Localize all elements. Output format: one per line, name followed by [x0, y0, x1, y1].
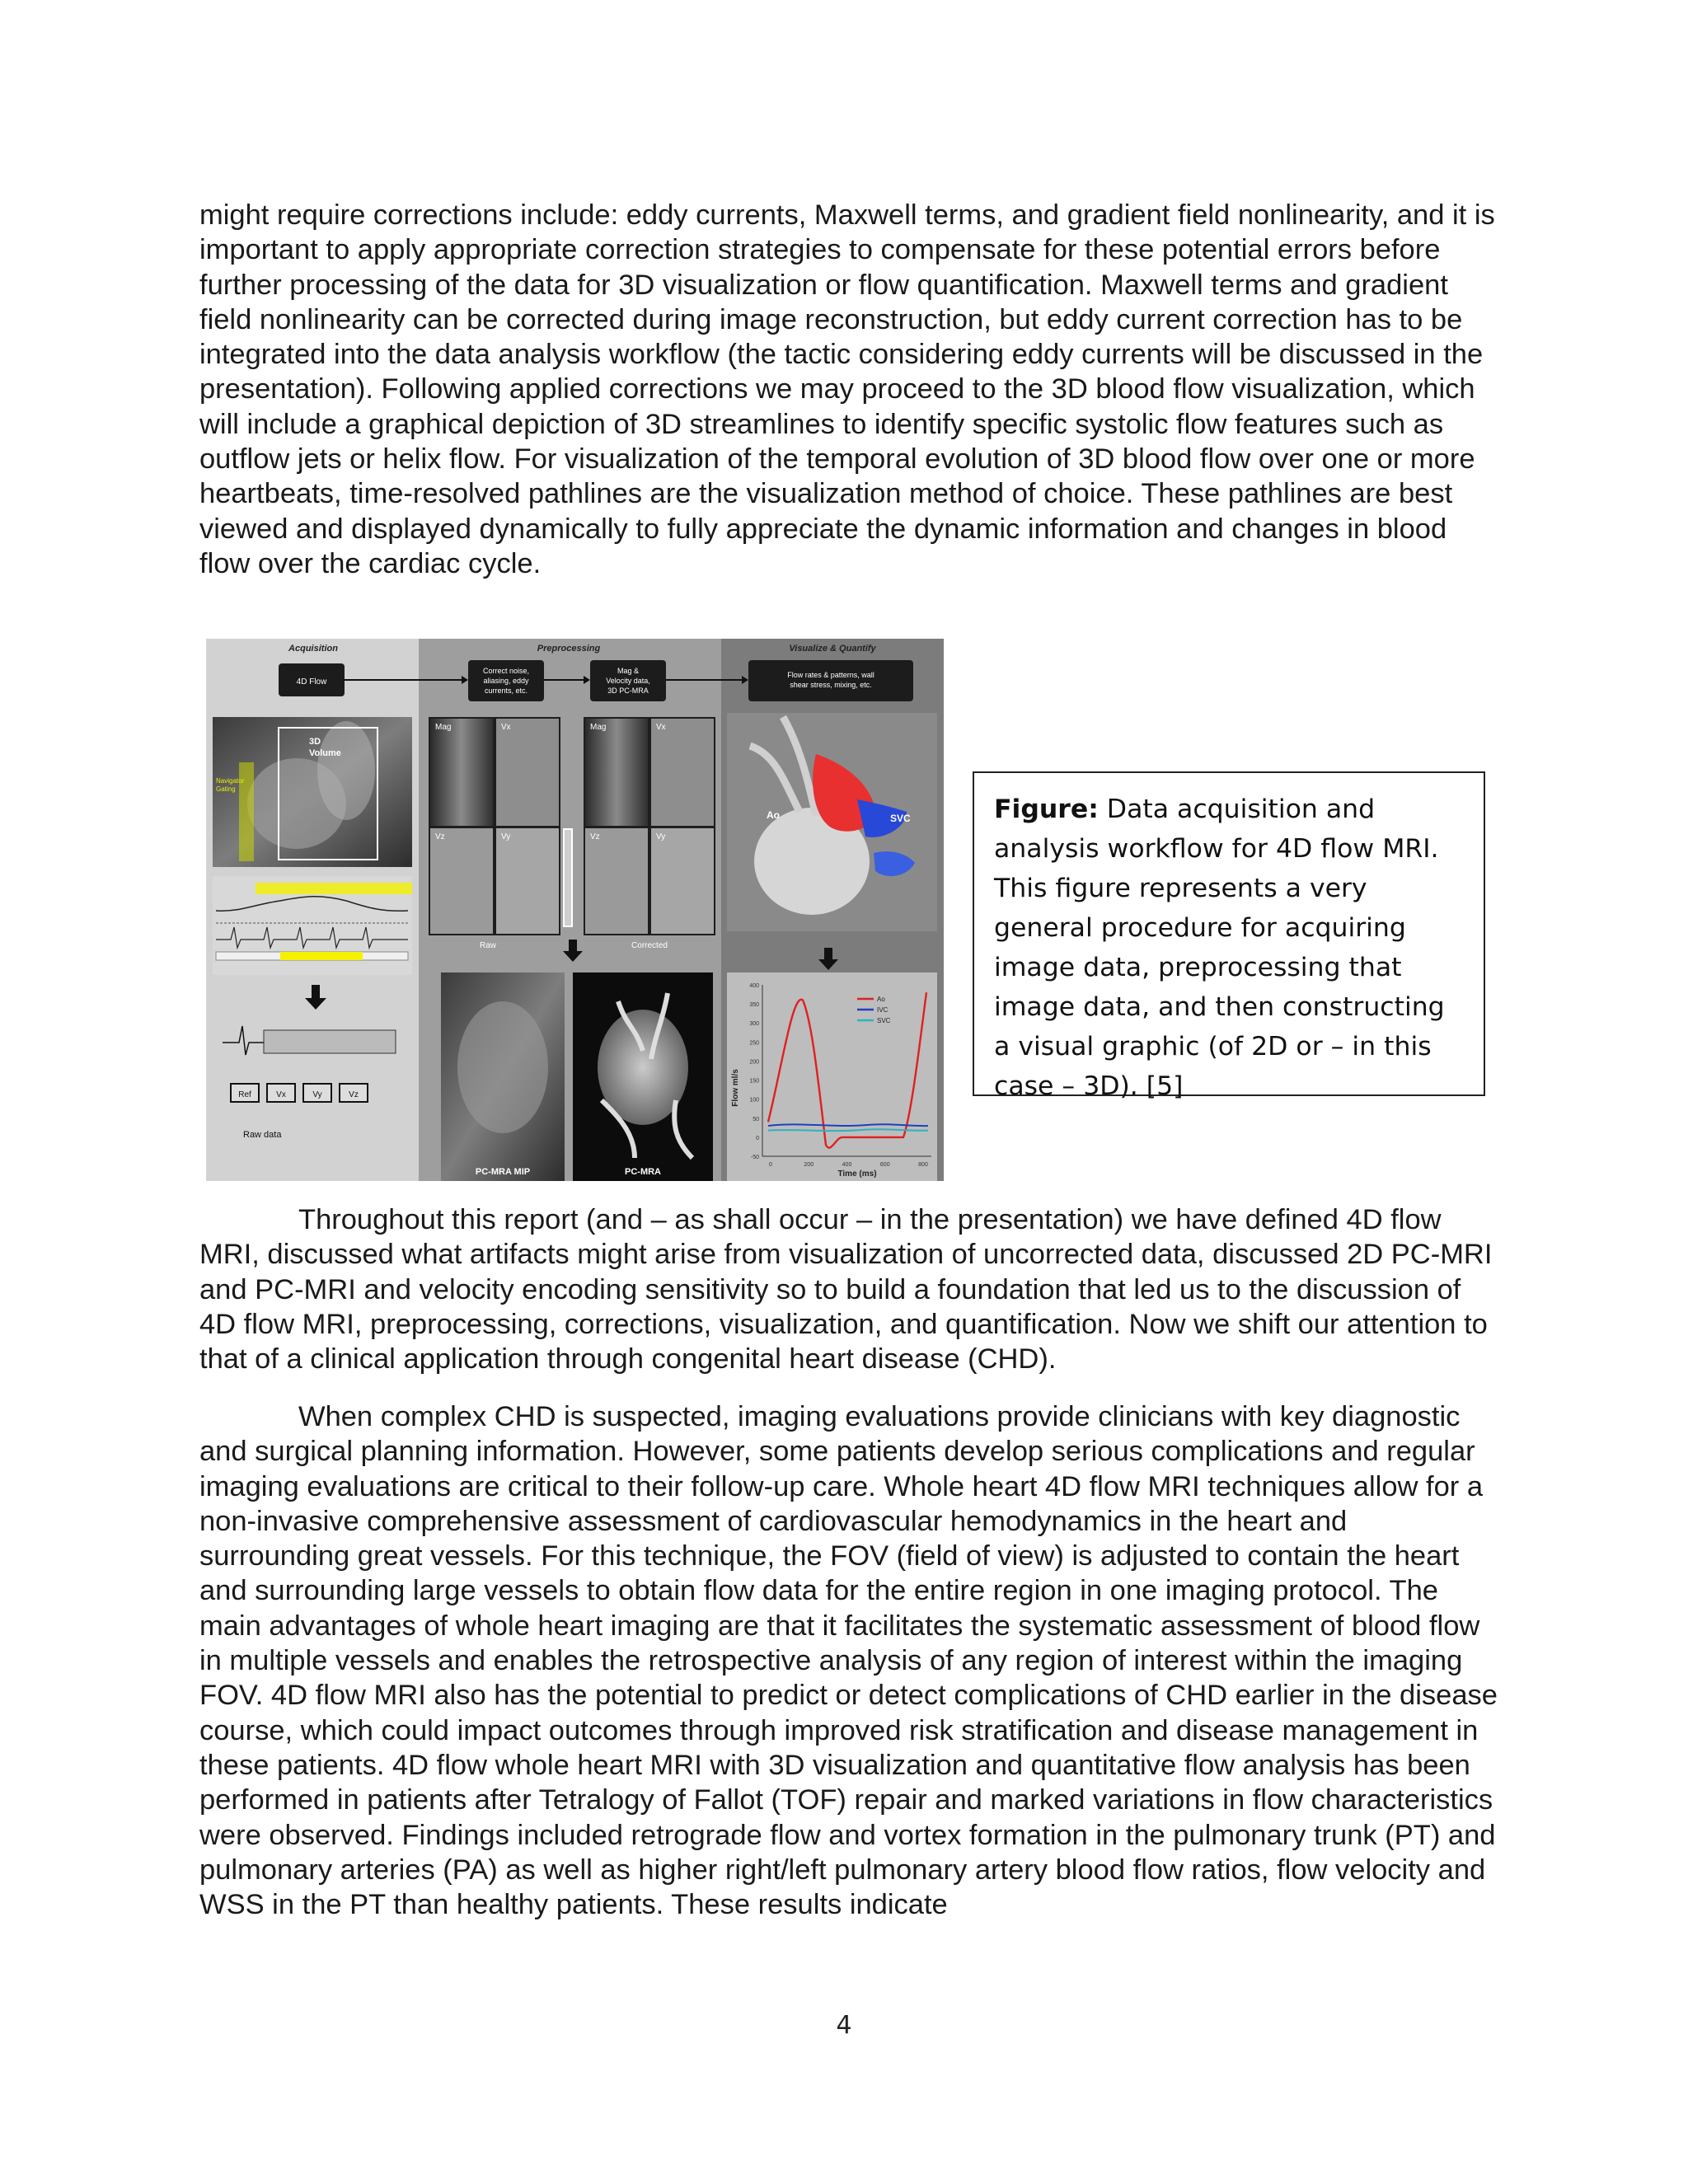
plot-ytick: 150	[749, 1078, 759, 1085]
header-acquisition: Acquisition	[288, 644, 338, 654]
corrected-label: Corrected	[631, 941, 668, 950]
plot-ytick: 100	[749, 1097, 759, 1104]
raw-vy-label: Vy	[501, 832, 511, 841]
box-flow-rates-line1: Flow rates & patterns, wall	[787, 671, 874, 679]
box-mag-line2: Velocity data,	[606, 677, 650, 685]
vessel-ao-label: Ao	[767, 809, 780, 821]
pcmra-mip-label: PC-MRA MIP	[475, 1167, 531, 1177]
paragraph-corrections: might require corrections include: eddy currents, Maxwell terms, and gradient field nonlinearity, and it is important to apply appropriate correction strategies to compensate for these potential errors before further processing of the data for 3D visualization or flow quantification. Maxwell terms and gradient field nonlinearity can be corrected during image reconstruction, but eddy current correction has to be integrated into the data analysis workflow (the tactic considering eddy currents will be discussed in the presentation). Following applied corrections we may proceed to the 3D blood flow visualization, which will include a graphical depiction of 3D streamlines to identify specific systolic flow features such as outflow jets or helix flow. For visualization of the temporal evolution of 3D blood flow over one or more heartbeats, time-resolved pathlines are the visualization method of choice. These pathlines are best viewed and displayed dynamically to fully appreciate the dynamic information and changes in blood flow over the cardiac cycle.	[199, 199, 1495, 579]
ref-label: Ref	[238, 1090, 251, 1099]
workflow-figure	[206, 639, 944, 1181]
workflow-figure-graphic	[206, 639, 944, 1181]
paragraph-summary: Throughout this report (and – as shall occur – in the presentation) we have defined 4D flow MRI, discussed what artifacts might arise from visualization of uncorrected data, discussed 2D PC-MRI and PC-MRI and velocity encoding sensitivity so to build a foundation that led us to the discussion of 4D flow MRI, preprocessing, corrections, visualization, and quantification. Now we shift our attention to that of a clinical application through congenital heart disease (CHD).	[199, 1204, 1493, 1376]
corrected-vz-label: Vz	[590, 832, 600, 841]
vessel-svc-label: SVC	[890, 813, 911, 824]
plot-ytick: 0	[756, 1135, 759, 1141]
box-correct-line2: aliasing, eddy	[483, 677, 529, 685]
raw-data-label: Raw data	[243, 1130, 282, 1140]
plot-ytick: 300	[749, 1021, 759, 1028]
pcmra-label: PC-MRA	[625, 1167, 661, 1177]
plot-xlabel: Time (ms)	[837, 1169, 877, 1179]
header-preprocessing: Preprocessing	[537, 644, 601, 654]
figure-caption	[973, 771, 1485, 1101]
raw-vx-label: Vx	[501, 723, 511, 732]
plot-ytick: 400	[749, 983, 759, 989]
vx-box-label: Vx	[276, 1090, 286, 1099]
plot-xtick: 800	[918, 1162, 928, 1168]
volume-label-line2: Volume	[309, 748, 341, 758]
raw-vz-label: Vz	[435, 832, 445, 841]
header-visualize: Visualize & Quantify	[789, 644, 876, 654]
raw-mag-label: Mag	[435, 723, 452, 732]
plot-xtick: 0	[769, 1162, 772, 1168]
paragraph-chd: When complex CHD is suspected, imaging evaluations provide clinicians with key diagnostic and surgical planning information. However, some patients develop serious complications and regular imaging evaluations are critical to their follow-up care. Whole heart 4D flow MRI techniques allow for a non-invasive comprehensive assessment of cardiovascular hemodynamics in the heart and surrounding great vessels. For this technique, the FOV (field of view) is adjusted to contain the heart and surrounding large vessels to obtain flow data for the entire region in one imaging protocol. The main advantages of whole heart imaging are that it facilitates the systematic assessment of blood flow in multiple vessels and enables the retrospective analysis of any region of interest within the imaging FOV. 4D flow MRI also has the potential to predict or detect complications of CHD earlier in the disease course, which could impact outcomes through improved risk stratification and disease management in these patients. 4D flow whole heart MRI with 3D visualization and quantitative flow analysis has been performed in patients after Tetralogy of Fallot (TOF) repair and marked variations in flow characteristics were observed. Findings included retrograde flow and vortex formation in the pulmonary trunk (PT) and pulmonary arteries (PA) as well as higher right/left pulmonary artery blood flow ratios, flow velocity and WSS in the PT than healthy patients. These results indicate	[199, 1401, 1498, 1921]
caption-bold-label: Figure:	[994, 794, 1099, 824]
plot-xtick: 400	[842, 1162, 852, 1168]
page-number: 4	[836, 2011, 852, 2040]
plot-ytick: 200	[749, 1059, 759, 1066]
box-flow-rates-line2: shear stress, mixing, etc.	[790, 681, 872, 689]
plot-ytick: 350	[749, 1002, 759, 1009]
box-correct-line1: Correct noise,	[482, 667, 530, 675]
flow-plot	[727, 972, 937, 1181]
plot-xtick: 600	[879, 1162, 890, 1168]
box-4dflow-label: 4D Flow	[296, 677, 327, 687]
plot-ytick: 250	[749, 1040, 759, 1047]
box-mag-line3: 3D PC-MRA	[607, 687, 649, 695]
navigator-label-line2: Gating	[216, 785, 236, 793]
legend-label: IVC	[877, 1006, 889, 1014]
vz-box-label: Vz	[349, 1090, 359, 1099]
caption-text: Data acquisition and analysis workflow for 4D flow MRI. This figure represents a very general procedure for acquiring image data, preprocessing that image data, and then constructing a visual graphic (of 2D or – in this case – 3D). [5]	[994, 794, 1445, 1101]
legend-label: SVC	[877, 1017, 891, 1024]
corrected-vy-label: Vy	[656, 832, 666, 841]
box-mag-line1: Mag &	[617, 667, 640, 675]
plot-ytick: -50	[750, 1155, 759, 1160]
corrected-vx-label: Vx	[656, 723, 666, 732]
plot-xtick: 200	[804, 1162, 814, 1168]
plot-ylabel: Flow ml/s	[731, 1069, 740, 1107]
box-correct-line3: currents, etc.	[484, 687, 528, 695]
raw-label: Raw	[479, 941, 497, 950]
volume-label-line1: 3D	[309, 737, 321, 747]
legend-label: Ao	[877, 996, 885, 1003]
vy-box-label: Vy	[312, 1090, 322, 1099]
navigator-label-line1: Navigator	[216, 777, 245, 785]
plot-ytick: 50	[753, 1116, 759, 1122]
corrected-mag-label: Mag	[590, 723, 607, 732]
